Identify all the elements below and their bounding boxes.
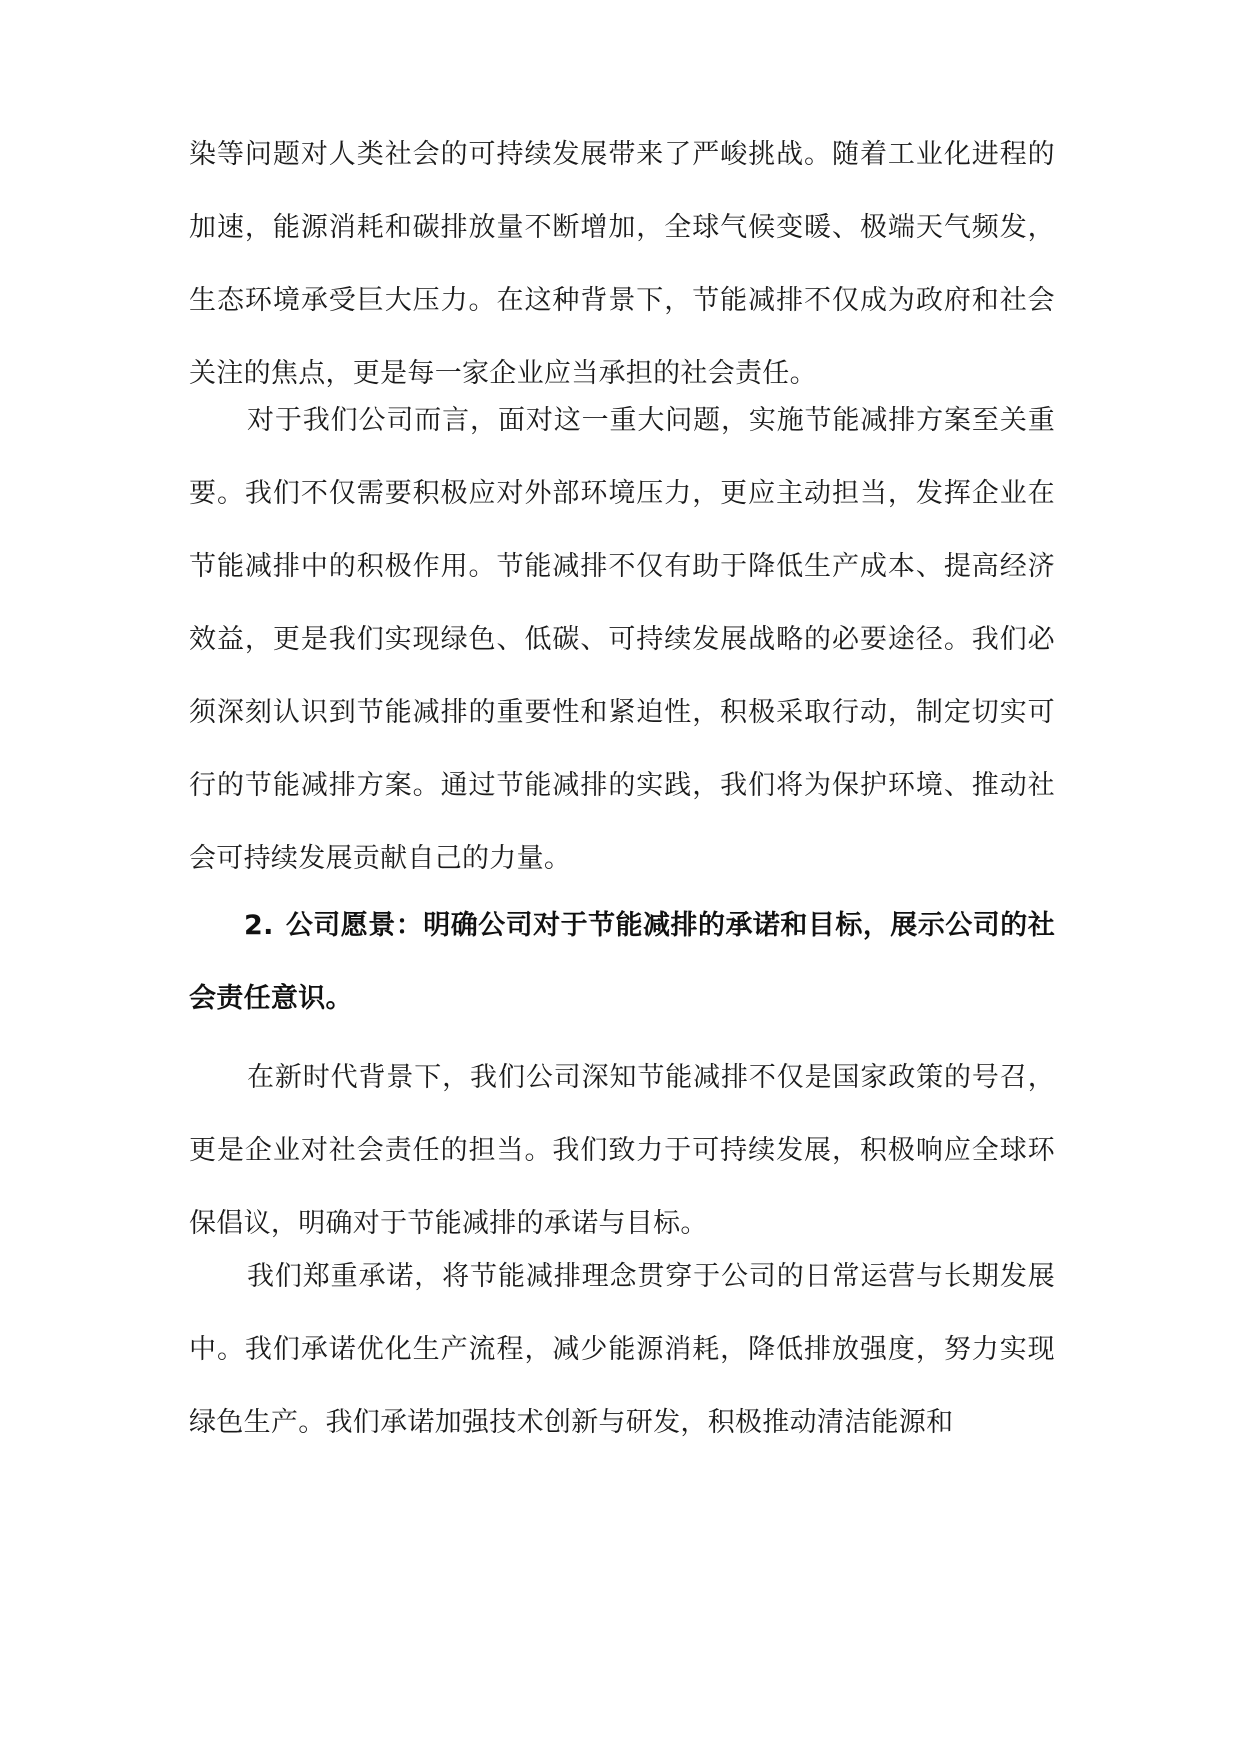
paragraph-company-importance: 对于我们公司而言，面对这一重大问题，实施节能减排方案至关重要。我们不仅需要积极应对外部环境压力，更应主动担当，发挥企业在节能减排中的积极作用。节能减排不仅有助于降低生产成本、提高经济效益，更是我们实现绿色、低碳、可持续发展战略的必要途径。我们必须深刻认识到节能减排的重要性和紧迫性，积极采取行动，制定切实可行的节能减排方案。通过节能减排的实践，我们将为保护环境、推动社会可持续发展贡献自己的力量。: [189, 405, 1055, 874]
section-heading-text: 公司愿景：明确公司对于节能减排的承诺和目标，展示公司的社会责任意识。: [189, 910, 1055, 1014]
section-heading-company-vision: [189, 889, 1055, 1035]
paragraph-new-era: 在新时代背景下，我们公司深知节能减排不仅是国家政策的号召，更是企业对社会责任的担当。我们致力于可持续发展，积极响应全球环保倡议，明确对于节能减排的承诺与目标。: [189, 1062, 1055, 1239]
section-heading-number: 2.: [244, 910, 274, 941]
paragraph-commitment: 我们郑重承诺，将节能减排理念贯穿于公司的日常运营与长期发展中。我们承诺优化生产流程，减少能源消耗，降低排放强度，努力实现绿色生产。我们承诺加强技术创新与研发，积极推动清洁能源和: [189, 1261, 1055, 1438]
paragraph-background: 染等问题对人类社会的可持续发展带来了严峻挑战。随着工业化进程的加速，能源消耗和碳排放量不断增加，全球气候变暖、极端天气频发，生态环境承受巨大压力。在这种背景下，节能减排不仅成为政府和社会关注的焦点，更是每一家企业应当承担的社会责任。: [189, 139, 1055, 389]
